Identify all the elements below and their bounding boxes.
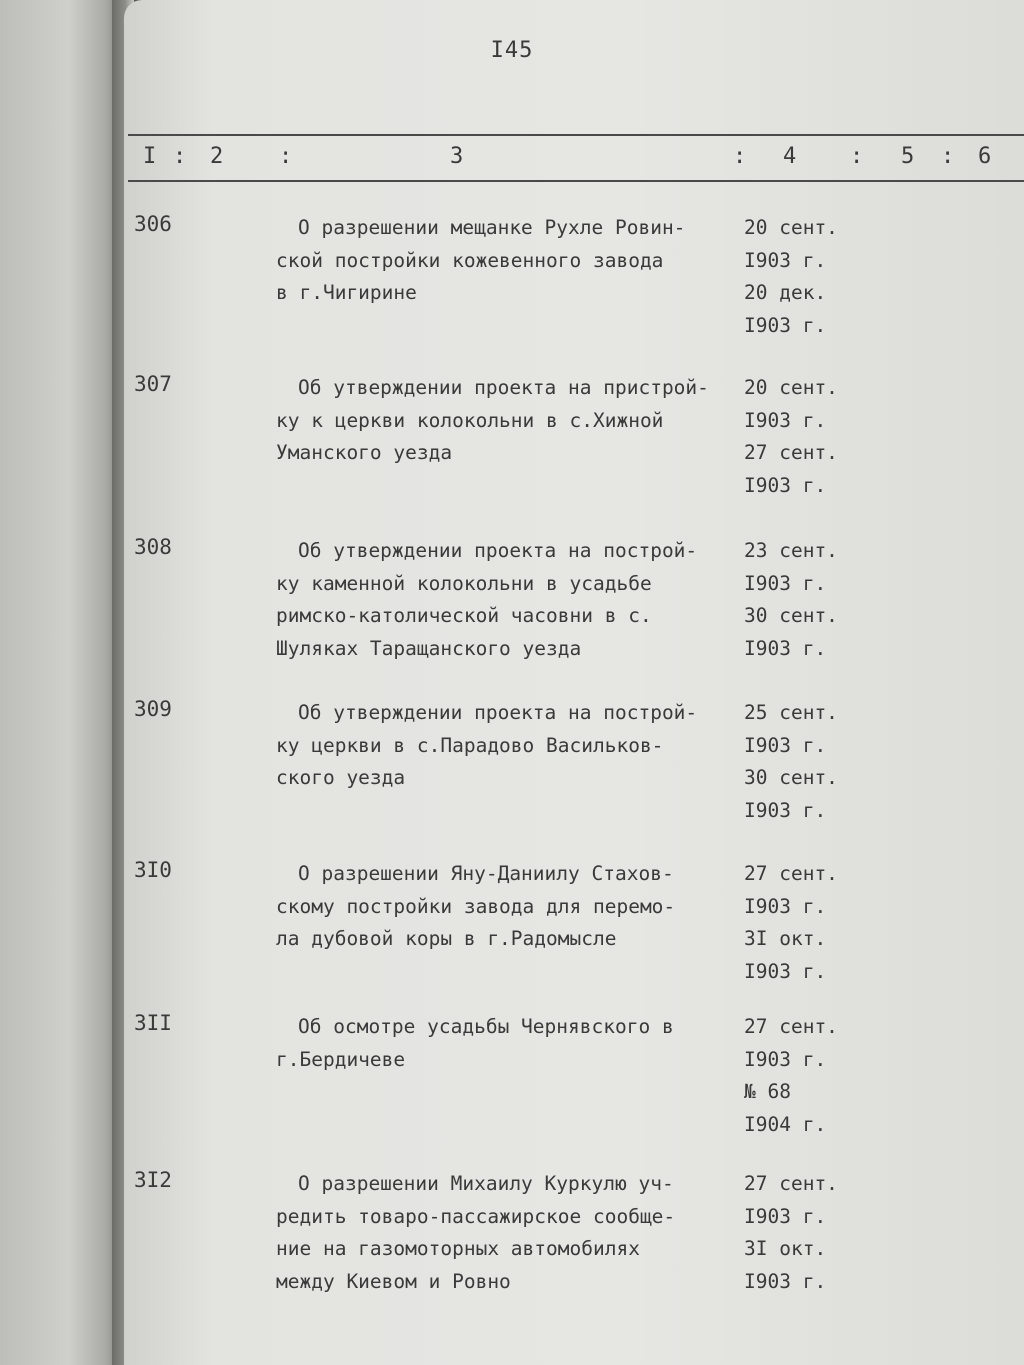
date-line: I903 г. xyxy=(744,248,827,272)
date-line: I903 г. xyxy=(744,473,827,497)
entry-number: 306 xyxy=(134,212,172,236)
entry-number: 3II xyxy=(134,1011,172,1035)
header-rule-top xyxy=(128,134,1024,136)
description-line: скому постройки завода для перемо- xyxy=(276,894,676,918)
entry-number: 307 xyxy=(134,372,172,396)
description-line: ние на газомоторных автомобилях xyxy=(276,1237,640,1260)
date-line: I903 г. xyxy=(744,959,827,983)
description-line: ку каменной колокольни в усадьбе xyxy=(276,571,652,595)
date-line: I903 г. xyxy=(744,798,827,822)
description-line: римско-католической часовни в с. xyxy=(276,604,652,627)
date-line: I903 г. xyxy=(744,894,827,918)
entry-number: 309 xyxy=(134,697,172,721)
page-number: I45 xyxy=(490,38,534,63)
date-line: 27 сент. xyxy=(744,441,838,464)
description-line: О разрешении Михаилу Куркулю уч- xyxy=(298,1172,674,1195)
date-line: 27 сент. xyxy=(744,1015,838,1038)
description-line: г.Бердичеве xyxy=(276,1047,406,1071)
date-line: 3I окт. xyxy=(744,927,827,950)
entry-dates xyxy=(744,858,884,988)
description-line: Об осмотре усадьбы Чернявского в xyxy=(298,1015,674,1038)
description-line: ской постройки кожевенного завода xyxy=(276,248,664,272)
date-line: 30 сент. xyxy=(744,604,838,627)
date-line: 20 сент. xyxy=(744,216,838,239)
date-line: I904 г. xyxy=(744,1112,827,1136)
entry-description xyxy=(276,858,756,956)
date-line: I903 г. xyxy=(744,1047,827,1071)
column-header-5: 5 xyxy=(901,144,915,169)
entry-description xyxy=(276,1011,756,1076)
entry-dates xyxy=(744,1168,884,1298)
column-header-3: 3 xyxy=(450,144,464,169)
description-line: Шуляках Таращанского уезда xyxy=(276,636,582,660)
entry-number: 3I0 xyxy=(134,858,172,882)
entry-dates xyxy=(744,212,884,342)
description-line: ку к церкви колокольни в с.Хижной xyxy=(276,408,664,432)
column-header-2: 2 xyxy=(210,144,224,169)
header-rule-bottom xyxy=(128,180,1024,182)
column-separator: : xyxy=(733,144,747,169)
date-line: I903 г. xyxy=(744,1269,827,1293)
date-line: 23 сент. xyxy=(744,539,838,562)
description-line: редить товаро-пассажирское сообще- xyxy=(276,1204,676,1228)
entry-description xyxy=(276,535,756,665)
description-line: ла дубовой коры в г.Радомысле xyxy=(276,927,617,950)
entry-dates xyxy=(744,1011,884,1141)
entry-description xyxy=(276,697,756,795)
date-line: I903 г. xyxy=(744,1204,827,1228)
description-line: в г.Чигирине xyxy=(276,281,417,304)
description-line: Об утверждении проекта на построй- xyxy=(298,539,698,562)
entry-number: 308 xyxy=(134,535,172,559)
entry-description xyxy=(276,1168,756,1298)
date-line: 27 сент. xyxy=(744,862,838,885)
column-separator: : xyxy=(850,144,864,169)
column-separator: : xyxy=(173,144,187,169)
entry-dates xyxy=(744,697,884,827)
column-header-6: 6 xyxy=(978,144,992,169)
description-line: Об утверждении проекта на пристрой- xyxy=(298,376,709,399)
description-line: ку церкви в с.Парадово Васильков- xyxy=(276,733,664,757)
date-line: 25 сент. xyxy=(744,701,838,724)
description-line: Уманского уезда xyxy=(276,441,453,464)
description-line: О разрешении Яну-Даниилу Стахов- xyxy=(298,862,674,885)
date-line: I903 г. xyxy=(744,636,827,660)
left-page-edge xyxy=(0,0,125,1365)
column-separator: : xyxy=(941,144,955,169)
date-line: 20 сент. xyxy=(744,376,838,399)
date-line: I903 г. xyxy=(744,733,827,757)
date-line: 30 сент. xyxy=(744,766,838,789)
column-header-1: I xyxy=(143,144,157,169)
entry-number: 3I2 xyxy=(134,1168,172,1192)
column-separator: : xyxy=(279,144,293,169)
description-line: О разрешении мещанке Рухле Ровин- xyxy=(298,216,686,239)
date-line: I903 г. xyxy=(744,313,827,337)
entry-dates xyxy=(744,372,884,502)
date-line: 27 сент. xyxy=(744,1172,838,1195)
date-line: № 68 xyxy=(744,1080,791,1103)
date-line: I903 г. xyxy=(744,571,827,595)
entry-description xyxy=(276,212,756,310)
description-line: Об утверждении проекта на построй- xyxy=(298,701,698,724)
date-line: 20 дек. xyxy=(744,281,827,304)
date-line: I903 г. xyxy=(744,408,827,432)
date-line: 3I окт. xyxy=(744,1237,827,1260)
description-line: ского уезда xyxy=(276,766,406,789)
description-line: между Киевом и Ровно xyxy=(276,1269,511,1293)
entry-description xyxy=(276,372,756,470)
page-sheet xyxy=(124,0,1024,1365)
column-header-4: 4 xyxy=(783,144,797,169)
entry-dates xyxy=(744,535,884,665)
